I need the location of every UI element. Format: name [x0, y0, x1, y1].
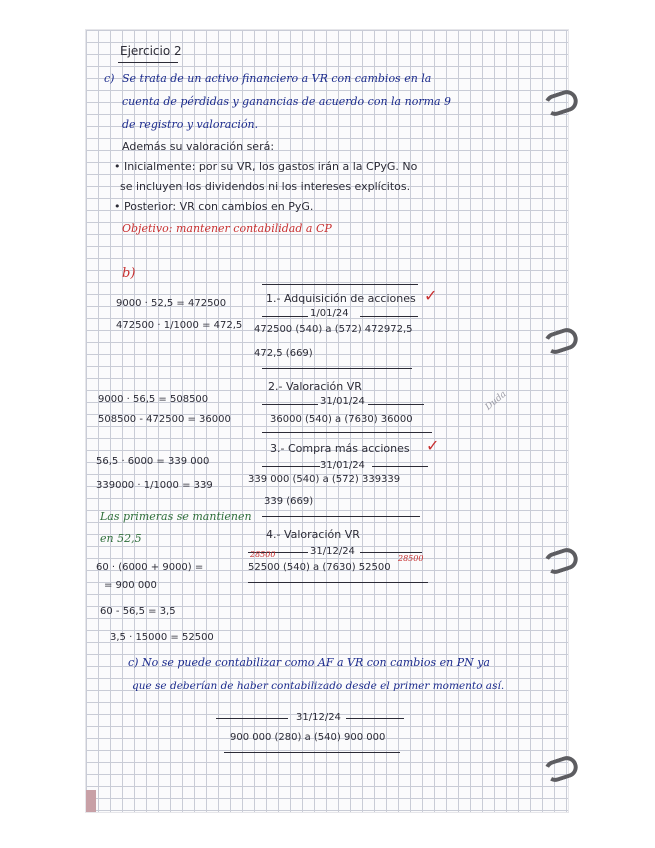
entry-line: 52500 (540) a (7630) 52500 [248, 562, 391, 573]
calc-line: 60 · (6000 + 9000) = [96, 562, 204, 573]
intro-line: • Posterior: VR con cambios en PyG. [114, 200, 314, 213]
entry-rule [360, 316, 418, 317]
binder-ring [541, 753, 580, 784]
green-note: en 52,5 [100, 532, 142, 545]
calc-line: 472500 · 1/1000 = 472,5 [116, 320, 243, 331]
entry-rule [262, 432, 432, 433]
calc-line: 3,5 · 15000 = 52500 [110, 632, 214, 643]
intro-line: • Inicialmente: por su VR, los gastos irán a la CPyG. No [114, 160, 418, 173]
entry-rule [262, 516, 420, 517]
calc-line: 339000 · 1/1000 = 339 [96, 480, 213, 491]
entry-rule [372, 466, 428, 467]
part-c-label: c) [104, 72, 115, 85]
entry-rule [368, 404, 424, 405]
binder-ring [541, 325, 580, 356]
entry-rule [262, 316, 308, 317]
entry-date: 31/12/24 [310, 546, 355, 557]
intro-line: cuenta de pérdidas y ganancias de acuerdo con la norma 9 [122, 95, 452, 108]
part-b-label: b) [122, 266, 136, 281]
entry-line: 36000 (540) a (7630) 36000 [270, 414, 413, 425]
conclusion-line: c) No se puede contabilizar como AF a VR con cambios en PN ya [128, 656, 490, 669]
entry-rule [262, 404, 318, 405]
intro-line: Además su valoración será: [122, 140, 275, 153]
entry-heading: 1.- Adquisición de acciones [266, 292, 416, 305]
calc-line: 60 - 56,5 = 3,5 [100, 606, 176, 617]
side-note: Duda [483, 389, 509, 413]
calc-line: 508500 - 472500 = 36000 [98, 414, 231, 425]
page-edge [86, 790, 96, 812]
green-note: Las primeras se mantienen [100, 510, 252, 523]
calc-line: = 900 000 [104, 580, 157, 591]
entry-date: 31/01/24 [320, 460, 365, 471]
entry-heading: 2.- Valoración VR [268, 380, 362, 393]
entry-rule [248, 582, 428, 583]
entry-date: 31/01/24 [320, 396, 365, 407]
entry-line: 472,5 (669) [254, 348, 313, 359]
check-mark-icon: ✓ [426, 436, 440, 455]
intro-line: se incluyen los dividendos ni los intereses explícitos. [120, 180, 411, 193]
correction-value: 28500 [398, 554, 424, 563]
entry-date: 1/01/24 [310, 308, 349, 319]
correction-value: 28500 [250, 550, 276, 559]
entry-rule [224, 752, 400, 753]
conclusion-line: que se deberían de haber contabilizado desde el primer momento así. [132, 680, 505, 692]
title-underline [118, 62, 178, 63]
check-mark-icon: ✓ [424, 286, 438, 305]
final-entry-line: 900 000 (280) a (540) 900 000 [230, 732, 386, 743]
entry-line: 339 000 (540) a (572) 339339 [248, 474, 401, 485]
intro-line: Se trata de un activo financiero a VR con cambios en la [122, 72, 432, 85]
binder-ring [541, 87, 580, 118]
entry-rule [346, 718, 404, 719]
calc-line: 9000 · 52,5 = 472500 [116, 298, 227, 309]
entry-heading: 3.- Compra más acciones [270, 442, 410, 455]
binder-ring [541, 545, 580, 576]
entry-rule [262, 284, 418, 285]
intro-line: de registro y valoración. [122, 118, 259, 131]
entry-rule [360, 552, 422, 553]
entry-rule [216, 718, 288, 719]
entry-rule [262, 466, 320, 467]
entry-line: 472500 (540) a (572) 472972,5 [254, 324, 413, 335]
entry-line: 339 (669) [264, 496, 314, 507]
entry-rule [262, 368, 412, 369]
entry-heading: 4.- Valoración VR [266, 528, 360, 541]
calc-line: 9000 · 56,5 = 508500 [98, 394, 209, 405]
objective-note: Objetivo: mantener contabilidad a CP [122, 222, 332, 235]
page-title: Ejercicio 2 [120, 44, 182, 58]
calc-line: 56,5 · 6000 = 339 000 [96, 456, 210, 467]
final-entry-date: 31/12/24 [296, 712, 341, 723]
